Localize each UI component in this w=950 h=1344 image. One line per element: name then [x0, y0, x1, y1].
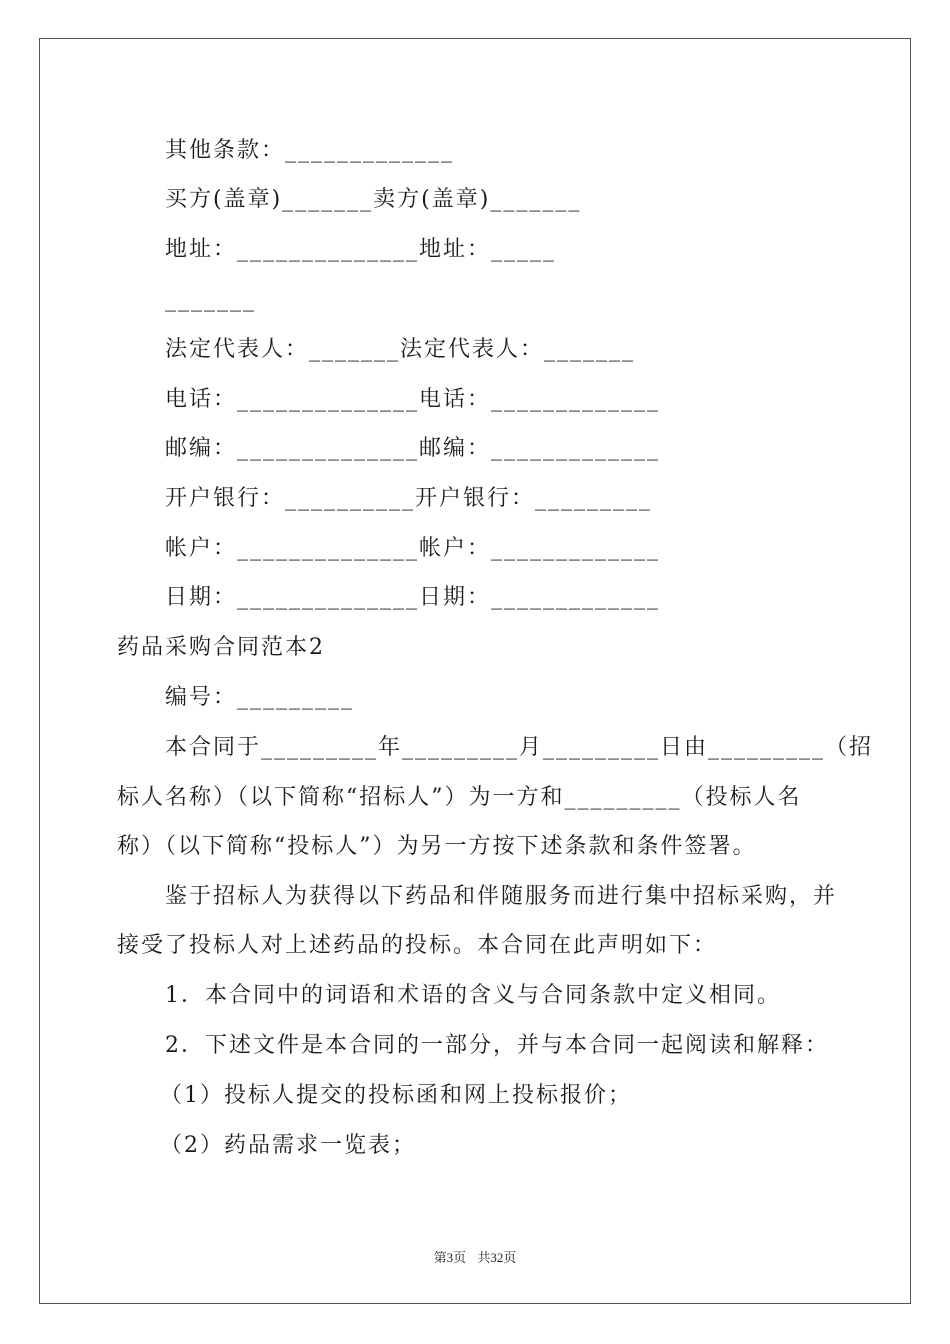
section-title: 药品采购合同范本2	[117, 635, 325, 660]
paragraph-line: 本合同于_________年_________月_________日由_________（招	[165, 735, 874, 760]
account-line: 帐户：______________帐户：_____________	[165, 536, 661, 561]
paragraph-line: 接受了投标人对上述药品的投标。本合同在此声明如下：	[117, 933, 718, 958]
page-border	[39, 38, 911, 1304]
address-line: 地址：______________地址：_____	[165, 237, 557, 262]
page-footer	[0, 1247, 950, 1266]
postcode-line: 邮编：______________邮编：_____________	[165, 436, 661, 461]
bank-line: 开户银行：__________开户银行：_________	[165, 486, 653, 511]
clause-2-item-2: （2）药品需求一览表；	[160, 1133, 416, 1158]
other-terms-line: 其他条款：_____________	[165, 138, 455, 163]
address-continuation: _______	[165, 287, 256, 312]
date-line: 日期：______________日期：_____________	[165, 585, 661, 610]
clause-2: 2．下述文件是本合同的一部分，并与本合同一起阅读和解释：	[165, 1033, 829, 1058]
legal-rep-line: 法定代表人：_______法定代表人：_______	[165, 337, 636, 362]
seal-line: 买方(盖章)_______卖方(盖章)_______	[165, 187, 582, 212]
page-number: 第3页	[433, 1250, 467, 1265]
paragraph-line: 标人名称）（以下简称“招标人”）为一方和_________（投标人名	[117, 785, 802, 810]
paragraph-line: 鉴于招标人为获得以下药品和伴随服务而进行集中招标采购，并	[165, 884, 838, 909]
phone-line: 电话：______________电话：_____________	[165, 387, 661, 412]
contract-number-line: 编号：_________	[165, 685, 355, 710]
clause-1: 1．本合同中的词语和术语的含义与合同条款中定义相同。	[165, 983, 781, 1008]
paragraph-line: 称）（以下简称“投标人”）为另一方按下述条款和条件签署。	[117, 834, 757, 859]
clause-2-item-1: （1）投标人提交的投标函和网上投标报价；	[160, 1083, 632, 1108]
total-pages: 共32页	[477, 1250, 517, 1265]
